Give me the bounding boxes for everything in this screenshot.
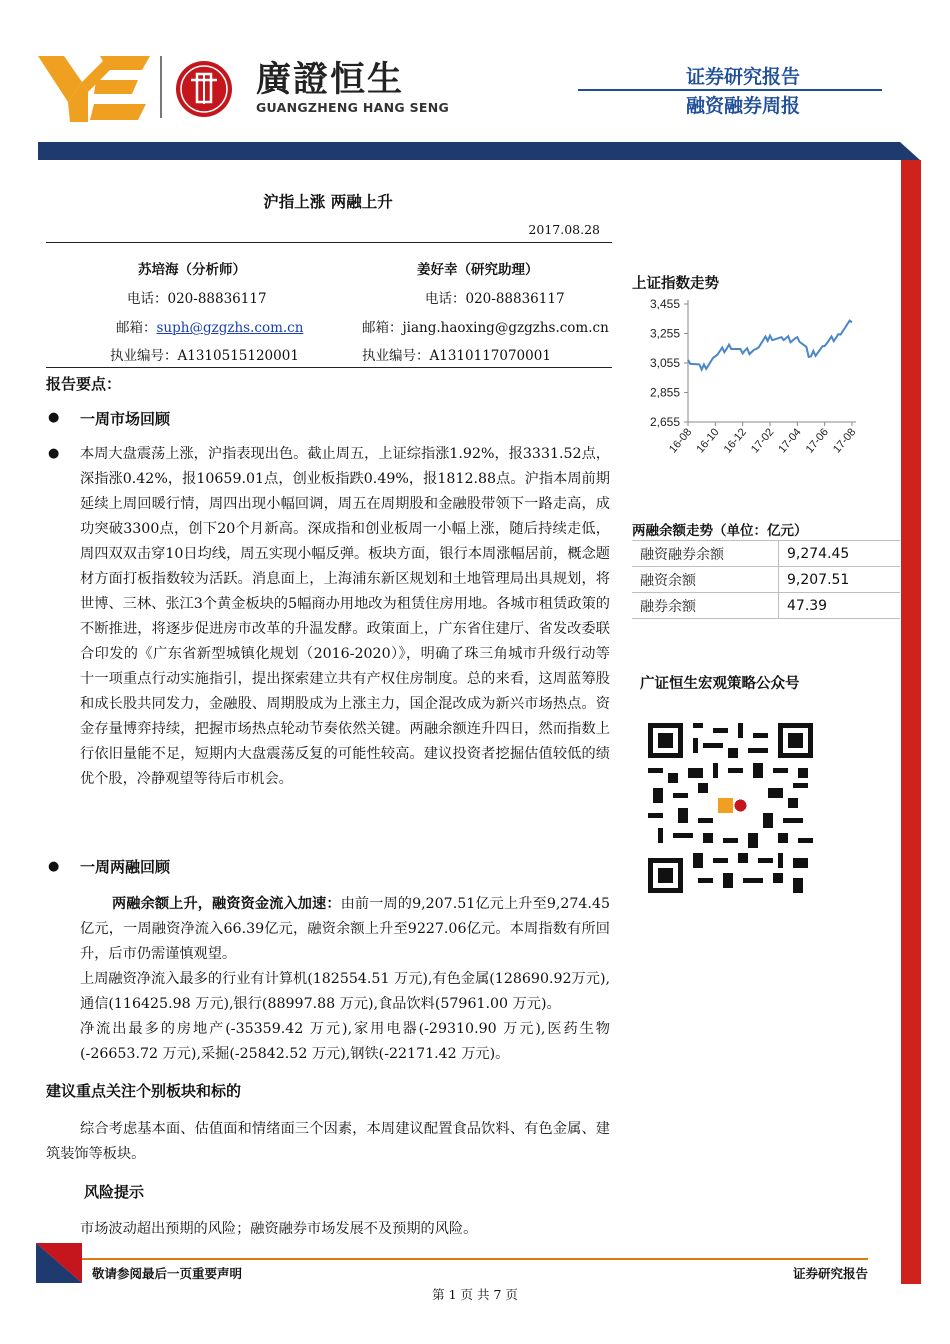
table-row bbox=[632, 593, 900, 619]
risk-text: 市场波动超出预期的风险；融资融券市场发展不及预期的风险。 bbox=[80, 1221, 478, 1237]
table-cell-label: 融券余额 bbox=[632, 593, 779, 619]
report-type-label: 证券研究报告 bbox=[685, 66, 800, 88]
title-rule bbox=[46, 242, 612, 243]
table-cell-label: 融资融券余额 bbox=[632, 541, 779, 567]
logo-divider bbox=[160, 56, 162, 118]
x-tick-label: 17-08 bbox=[831, 426, 859, 456]
y-tick-label: 2,655 bbox=[649, 415, 680, 429]
author-1-email-link[interactable]: suph@gzgzhs.com.cn bbox=[156, 320, 304, 336]
bullet-dot: ● bbox=[48, 446, 60, 461]
x-tick-label: 17-02 bbox=[749, 426, 777, 456]
focus-text: 综合考虑基本面、估值面和情绪面三个因素，本周建议配置食品饮料、有色金属、建筑装饰等板块。 bbox=[46, 1121, 610, 1162]
index-chart-title: 上证指数走势 bbox=[632, 276, 719, 292]
inflow-text: 上周融资净流入最多的行业有计算机(182554.51 万元),有色金属(128690.92万元),通信(116425.98 万元),银行(88997.88 万元),食品饮料(57961.00 万元)。 bbox=[80, 971, 610, 1012]
author-1-phone: 电话：020-88836117 bbox=[127, 291, 267, 307]
author-1-license: 执业编号：A1310515120001 bbox=[110, 348, 299, 364]
y-tick-label: 3,455 bbox=[649, 297, 680, 311]
summary-label: 报告要点： bbox=[46, 375, 122, 393]
author-2-license: 执业编号：A1310117070001 bbox=[362, 348, 551, 364]
footer-flag-icon bbox=[36, 1243, 82, 1283]
report-series-label: 融资融券周报 bbox=[685, 95, 800, 117]
market-review-heading: 一周市场回顾 bbox=[80, 410, 171, 428]
table-row bbox=[632, 541, 900, 567]
margin-lead-bold: 两融余额上升，融资资金流入加速： bbox=[112, 896, 341, 912]
table-cell-value: 9,207.51 bbox=[779, 567, 901, 593]
logo-text-cn: 廣證恒生 bbox=[256, 60, 405, 100]
ye-logo-icon bbox=[38, 52, 150, 124]
footer-disclaimer: 敬请参阅最后一页重要声明 bbox=[92, 1266, 243, 1281]
authors-rule bbox=[46, 367, 612, 368]
table-cell-value: 9,274.45 bbox=[779, 541, 901, 567]
table-row bbox=[632, 567, 900, 593]
header-rule bbox=[578, 89, 882, 91]
market-review-text: 本周大盘震荡上涨，沪指表现出色。截止周五，上证综指涨1.92%，报3331.52点，深指涨0.42%，报10659.01点，创业板指跌0.49%，报1812.88点。沪指本周前期延续上周回暖行情，周四出现小幅回调，周五在周期股和金融股带领下一路走高，成功突破3300点，创下20个月新高。深成指和创业板周一小幅上涨，随后持续走低，周四双双击穿10日均线，周五实现小幅反弹。板块方面，银行本周涨幅居前，概念题材方面打板指数较为活跃。消息面上，上海浦东新区规划和土地管理局出具规划，将世博、三林、张江3个黄金板块的5幅商办用地改为租赁住房用地。各城市租赁政策的不断推进，将逐步促进房市改革的升温发酵。政策面上，广东省住建厅、省发改委联合印发的《广东省新型城镇化规划（2016-2020）》，明确了珠三角城市升级行动等十一项重点行动实施指引，提出探索建立共有产权住房制度。总的来看，这周蓝筹股和成长股共同发力，金融股、周期股成为上涨主力，国企混改成为新兴市场热点。资金存量博弈持续，把握市场热点轮动节奏依然关键。两融余额连升四日，然而指数上行依旧量能不足，短期内大盘震荡反复的可能性较高。建议投资者挖掘估值较低的绩优个股，冷静观望等待后市机会。 bbox=[80, 446, 610, 787]
bullet-dot: ● bbox=[48, 410, 60, 425]
author-1-name: 苏培海（分析师） bbox=[138, 262, 246, 278]
author-2-email-row bbox=[362, 316, 609, 336]
page-number: 第 1 页 共 7 页 bbox=[432, 1287, 518, 1302]
y-tick-label: 3,055 bbox=[649, 356, 680, 370]
y-tick-label: 2,855 bbox=[649, 385, 680, 400]
shanghai-index-chart bbox=[630, 292, 900, 472]
outflow-text: 净流出最多的房地产(-35359.42 万元),家用电器(-29310.90 万元),医药生物(-26653.72 万元),采掘(-25842.52 万元),钢铁(-22171.42 万元)。 bbox=[80, 1021, 610, 1062]
header-report-labels bbox=[686, 63, 800, 121]
bullet-dot: ● bbox=[48, 859, 60, 874]
author-2-name: 姜好幸（研究助理） bbox=[417, 262, 539, 278]
focus-heading: 建议重点关注个别板块和标的 bbox=[46, 1082, 242, 1100]
series-line-shanghai-index bbox=[688, 321, 852, 370]
margin-balance-title: 两融余额走势（单位：亿元） bbox=[632, 523, 808, 539]
author-2-email: jiang.haoxing@gzgzhs.com.cn bbox=[402, 320, 609, 336]
x-tick-label: 16-12 bbox=[721, 426, 749, 456]
y-tick-label: 3,255 bbox=[649, 326, 680, 341]
footer-report-type: 证券研究报告 bbox=[792, 1266, 868, 1281]
x-tick-label: 16-10 bbox=[694, 426, 722, 456]
margin-lead-text: 由前一周的9,207.51亿元上升至9,274.45亿元，一周融资净流入66.39亿元，融资余额上升至9227.06亿元。本周指数有所回升，后市仍需谨慎观望。 bbox=[80, 896, 610, 962]
logo-text-en: GUANGZHENG HANG SENG bbox=[256, 100, 450, 115]
margin-balance-table bbox=[632, 540, 900, 619]
email-label: 邮箱： bbox=[116, 320, 157, 336]
margin-review-text bbox=[80, 892, 610, 967]
x-tick-label: 16-08 bbox=[667, 426, 695, 456]
margin-review-heading: 一周两融回顾 bbox=[80, 858, 171, 876]
header-band bbox=[38, 142, 920, 160]
side-accent-bar bbox=[901, 160, 921, 1284]
footer-rule bbox=[82, 1258, 868, 1260]
author-1-email-row bbox=[116, 316, 303, 336]
risk-heading: 风险提示 bbox=[84, 1183, 145, 1201]
wechat-title: 广证恒生宏观策略公众号 bbox=[640, 676, 800, 692]
wechat-qr-code-icon[interactable] bbox=[648, 723, 813, 893]
x-tick-label: 17-04 bbox=[776, 426, 804, 456]
author-2-phone: 电话：020-88836117 bbox=[425, 291, 565, 307]
report-date: 2017.08.28 bbox=[528, 222, 600, 237]
email-label: 邮箱： bbox=[362, 320, 403, 336]
table-cell-label: 融资余额 bbox=[632, 567, 779, 593]
hang-seng-seal-icon bbox=[175, 60, 233, 118]
report-title: 沪指上涨 两融上升 bbox=[263, 192, 393, 211]
x-tick-label: 17-06 bbox=[803, 426, 831, 456]
table-cell-value: 47.39 bbox=[779, 593, 901, 619]
